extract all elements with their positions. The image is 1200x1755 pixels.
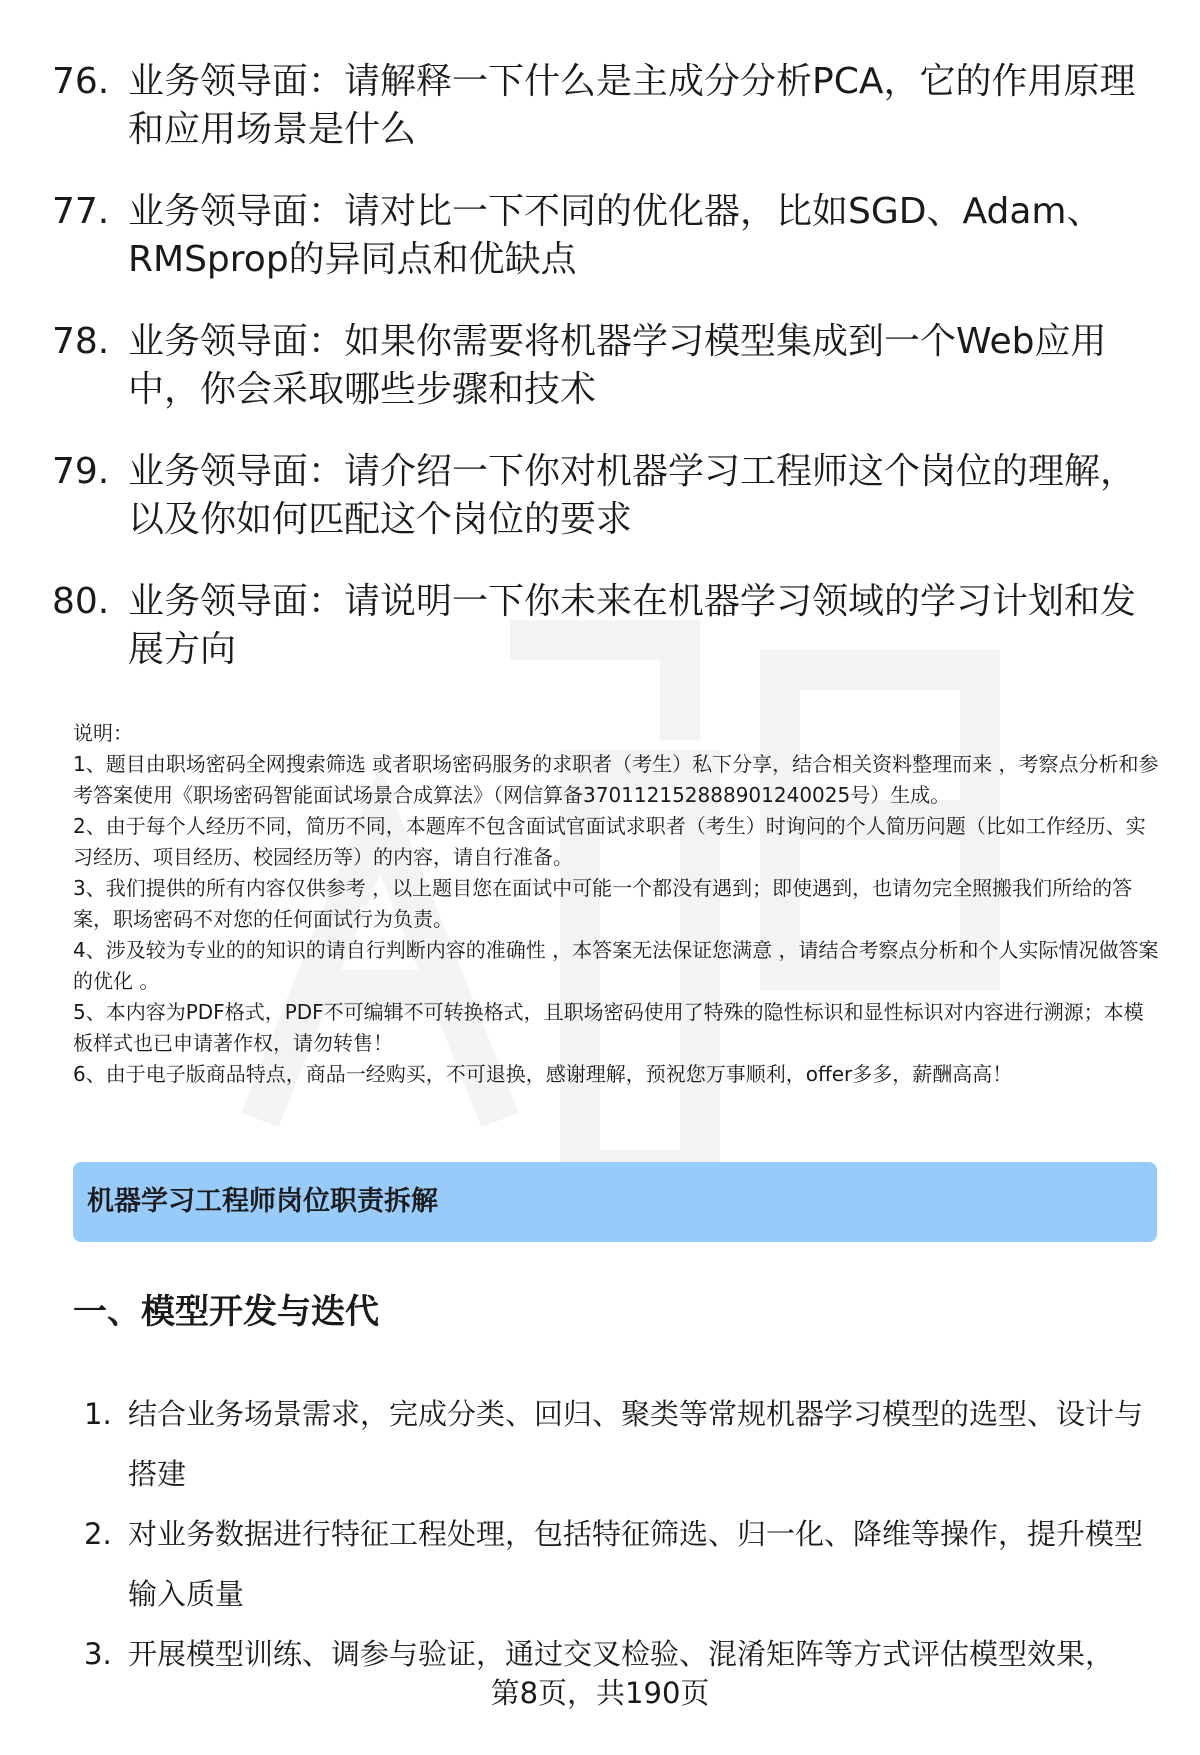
question-number: 77. (52, 191, 110, 232)
duty-number: 2. (84, 1517, 112, 1551)
duty-number: 3. (84, 1637, 112, 1671)
question-number: 79. (52, 451, 110, 492)
question-list (52, 58, 1152, 708)
question-text: 业务领导面：请解释一下什么是主成分分析PCA，它的作用原理和应用场景是什么 (128, 61, 1136, 150)
list-item (84, 1504, 1154, 1624)
question-number: 76. (52, 61, 110, 102)
note-item: 3、我们提供的所有内容仅供参考 ，以上题目您在面试中可能一个都没有遇到；即使遇到，也请勿完全照搬我们所给的答案，职场密码不对您的任何面试行为负责。 (73, 876, 1133, 931)
list-item (52, 58, 1152, 154)
duty-text: 对业务数据进行特征工程处理，包括特征筛选、归一化、降维等操作，提升模型输入质量 (128, 1517, 1144, 1611)
duty-list (84, 1384, 1154, 1684)
list-item (52, 318, 1152, 414)
list-item (52, 188, 1152, 284)
question-text: 业务领导面：如果你需要将机器学习模型集成到一个Web应用中，你会采取哪些步骤和技术 (128, 321, 1107, 410)
duty-number: 1. (84, 1397, 112, 1431)
question-text: 业务领导面：请对比一下不同的优化器，比如SGD、Adam、RMSprop的异同点和优缺点 (128, 191, 1103, 280)
duty-text: 开展模型训练、调参与验证，通过交叉检验、混淆矩阵等方式评估模型效果， (128, 1637, 1115, 1671)
list-item (52, 448, 1152, 544)
notes-title: 说明： (73, 721, 133, 745)
question-text: 业务领导面：请介绍一下你对机器学习工程师这个岗位的理解，以及你如何匹配这个岗位的要求 (128, 451, 1137, 540)
question-text: 业务领导面：请说明一下你未来在机器学习领域的学习计划和发展方向 (128, 581, 1137, 670)
section-heading: 一、模型开发与迭代 (73, 1292, 379, 1332)
list-item (84, 1384, 1154, 1504)
notes-block (73, 718, 1163, 1090)
note-item: 1、题目由职场密码全网搜索筛选 或者职场密码服务的求职者（考生）私下分享，结合相关资料整理而来 ，考察点分析和参考答案使用《职场密码智能面试场景合成算法》（网信算备370112152888901240025号）生成。 (73, 752, 1159, 807)
question-number: 78. (52, 321, 110, 362)
list-item (52, 578, 1152, 674)
duty-text: 结合业务场景需求，完成分类、回归、聚类等常规机器学习模型的选型、设计与搭建 (128, 1397, 1144, 1491)
section-banner: 机器学习工程师岗位职责拆解 (73, 1162, 1157, 1242)
note-item: 6、由于电子版商品特点，商品一经购买，不可退换，感谢理解，预祝您万事顺利，offer多多，薪酬高高！ (73, 1062, 1013, 1086)
note-item: 5、本内容为PDF格式，PDF不可编辑不可转换格式，且职场密码使用了特殊的隐性标识和显性标识对内容进行溯源；本模板样式也已申请著作权，请勿转售！ (73, 1000, 1144, 1055)
note-item: 2、由于每个人经历不同，简历不同，本题库不包含面试官面试求职者（考生）时询问的个人简历问题（比如工作经历、实习经历、项目经历、校园经历等）的内容，请自行准备。 (73, 814, 1146, 869)
page-footer: 第8页，共190页 (490, 1676, 710, 1710)
question-number: 80. (52, 581, 110, 622)
note-item: 4、涉及较为专业的的知识的请自行判断内容的准确性 ，本答案无法保证您满意 ，请结合考察点分析和个人实际情况做答案的优化 。 (73, 938, 1159, 993)
